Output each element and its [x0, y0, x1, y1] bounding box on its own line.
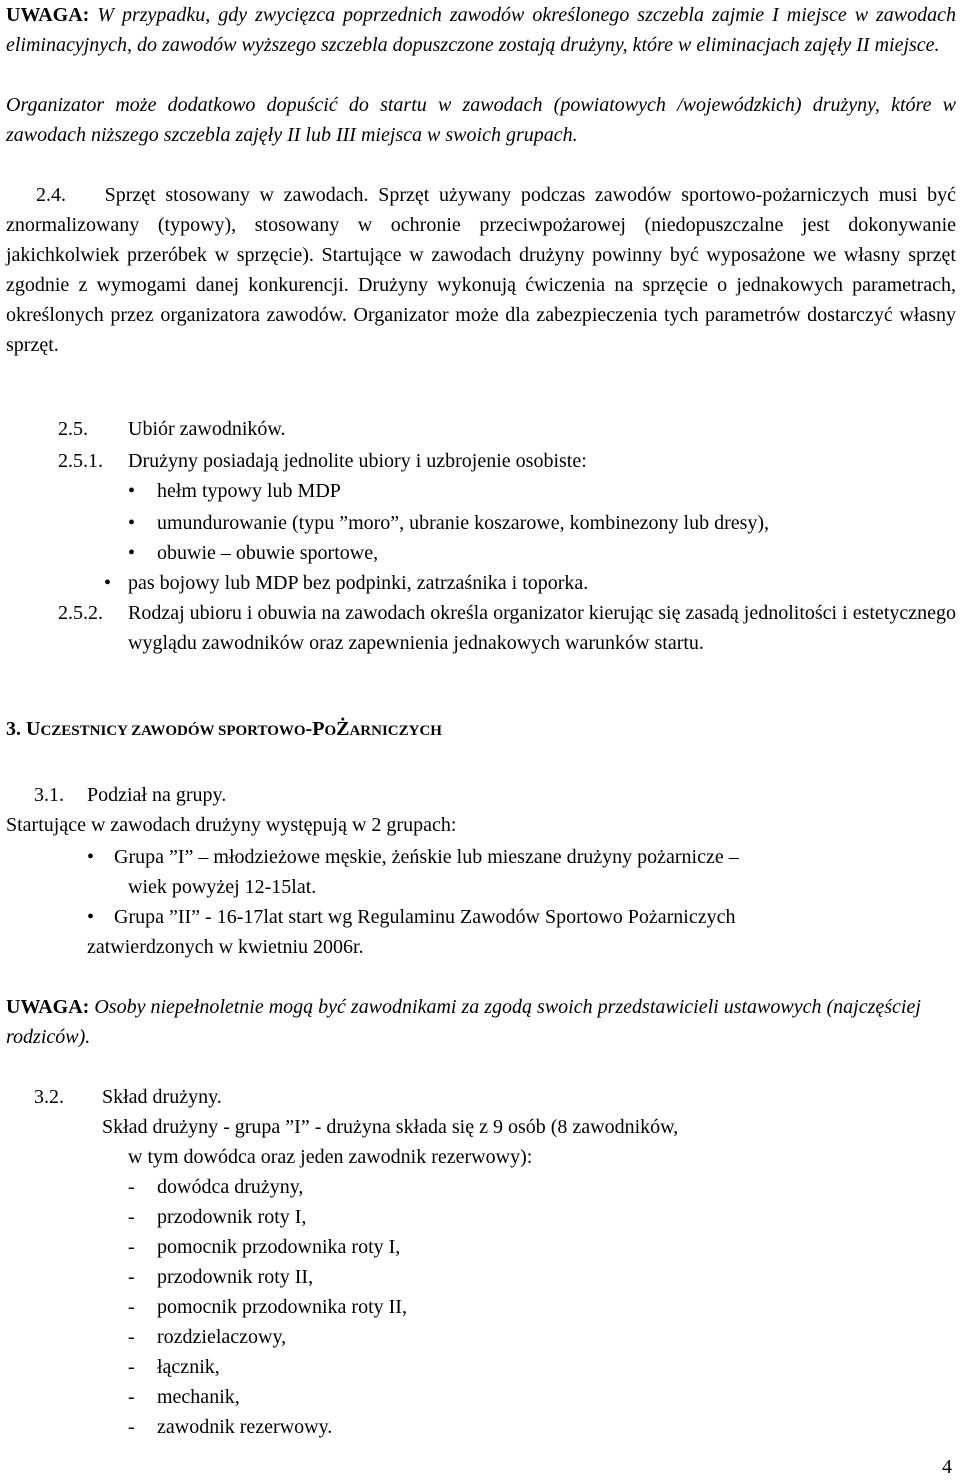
bullet-icon: • — [128, 480, 136, 502]
role-dash: - — [128, 1176, 135, 1198]
role-item: łącznik, — [157, 1356, 220, 1378]
warning-paragraph-1b: Organizator może dodatkowo dopuścić do startu w zawodach (powiatowych /wojewódzkich) drużyny, które w zawodach niższego szczebla zajęły II lub III miejsca w swoich grupach. — [6, 94, 956, 146]
section-number: 2.4. — [36, 184, 66, 206]
group-1-line-1: Grupa ”I” – młodzieżowe męskie, żeńskie lub mieszane drużyny pożarnicze – — [114, 846, 739, 868]
role-dash: - — [128, 1386, 135, 1408]
section-2-5-2-number: 2.5.2. — [58, 602, 103, 624]
section-2-5-1-intro: Drużyny posiadają jednolite ubiory i uzbrojenie osobiste: — [128, 450, 587, 472]
heading-letter: U — [26, 718, 41, 740]
list-item: obuwie – obuwie sportowe, — [157, 542, 379, 564]
list-item: umundurowanie (typu ”moro”, ubranie koszarowe, kombinezony lub dresy), — [157, 512, 770, 534]
heading-small: ARNICZYCH — [349, 723, 442, 739]
role-dash: - — [128, 1356, 135, 1378]
warning-label: UWAGA: — [6, 996, 90, 1018]
role-item: przodownik roty I, — [157, 1206, 307, 1228]
section-2-5-number: 2.5. — [58, 418, 88, 440]
role-dash: - — [128, 1326, 135, 1348]
warning-text-a: W przypadku, gdy zwycięzca poprzednich zawodów określonego szczebla zajmie I miejsce w zawodach eliminacyjnych, do zawodów wyższego szczebla dopuszczone zostają drużyny, które w eliminacjach zajęły II miejsce. — [6, 4, 957, 56]
section-title: Sprzęt stosowany w zawodach. — [104, 184, 369, 206]
warning-paragraph-2 — [6, 992, 956, 1052]
group-2-line-1: Grupa ”II” - 16-17lat start wg Regulaminu Zawodów Sportowo Pożarniczych — [114, 906, 736, 928]
heading-small: CZESTNICY ZAWODÓW SPORTOWO — [40, 723, 306, 739]
warning-paragraph-1 — [6, 0, 956, 60]
section-2-5-title: Ubiór zawodników. — [128, 418, 286, 440]
bullet-icon: • — [104, 572, 112, 594]
bullet-icon: • — [128, 512, 136, 534]
chapter-3-heading — [6, 714, 442, 746]
role-dash: - — [128, 1266, 135, 1288]
section-2-5-2-text: Rodzaj ubioru i obuwia na zawodach określa organizator kierując się zasadą jednolitości i estetycznego wyglądu zawodników oraz zapewnienia jednakowych warunków startu. — [128, 602, 956, 654]
list-item: hełm typowy lub MDP — [157, 480, 341, 502]
role-dash: - — [128, 1206, 135, 1228]
section-3-2-title: Skład drużyny. — [102, 1086, 222, 1108]
section-3-1-intro: Startujące w zawodach drużyny występują w 2 grupach: — [6, 814, 457, 836]
page-number: 4 — [942, 1456, 952, 1478]
group-2-line-2: zatwierdzonych w kwietniu 2006r. — [87, 936, 364, 958]
role-item: pomocnik przodownika roty II, — [157, 1296, 407, 1318]
section-3-2-line-2: w tym dowódca oraz jeden zawodnik rezerwowy): — [128, 1146, 533, 1168]
section-3-2-line-1: Skład drużyny - grupa ”I” - drużyna składa się z 9 osób (8 zawodników, — [102, 1116, 679, 1138]
role-item: przodownik roty II, — [157, 1266, 314, 1288]
role-item: zawodnik rezerwowy. — [157, 1416, 333, 1438]
role-dash: - — [128, 1296, 135, 1318]
section-3-1-title: Podział na grupy. — [87, 784, 227, 806]
section-2-5-1-number: 2.5.1. — [58, 450, 103, 472]
role-dash: - — [128, 1236, 135, 1258]
warning-text: Osoby niepełnoletnie mogą być zawodnikami za zgodą swoich przedstawicieli ustawowych (najczęściej rodziców). — [6, 996, 921, 1048]
section-text: Sprzęt używany podczas zawodów sportowo-pożarniczych musi być znormalizowany (typowy), stosowany w ochronie przeciwpożarowej (niedopuszczalne jest dokonywanie jakichkolwiek przeróbek w sprzęcie). Startujące w zawodach drużyny powinny być wyposażone we własny sprzęt zgodnie z wymogami danej konkurencji. Drużyny wykonują ćwiczenia na sprzęcie o jednakowych parametrach, określonych przez organizatora zawodów. Organizator może dla zabezpieczenia tych parametrów dostarczyć własny sprzęt. — [6, 184, 957, 356]
section-3-1-number: 3.1. — [34, 784, 64, 806]
role-dash: - — [128, 1416, 135, 1438]
list-item: pas bojowy lub MDP bez podpinki, zatrzaśnika i toporka. — [128, 572, 589, 594]
warning-label: UWAGA: — [6, 4, 90, 26]
section-3-2-number: 3.2. — [34, 1086, 64, 1108]
heading-small: O — [324, 723, 337, 739]
role-item: pomocnik przodownika roty I, — [157, 1236, 401, 1258]
chapter-number: 3. — [6, 718, 21, 740]
bullet-icon: • — [87, 906, 95, 928]
bullet-icon: • — [87, 846, 95, 868]
group-1-line-2: wiek powyżej 12-15lat. — [128, 876, 317, 898]
role-item: dowódca drużyny, — [157, 1176, 304, 1198]
role-item: rozdzielaczowy, — [157, 1326, 287, 1348]
heading-letter: Ż — [336, 718, 350, 740]
heading-dash: - — [305, 718, 313, 740]
section-2-4 — [6, 180, 956, 360]
role-item: mechanik, — [157, 1386, 240, 1408]
heading-letter: P — [312, 718, 325, 740]
bullet-icon: • — [128, 542, 136, 564]
